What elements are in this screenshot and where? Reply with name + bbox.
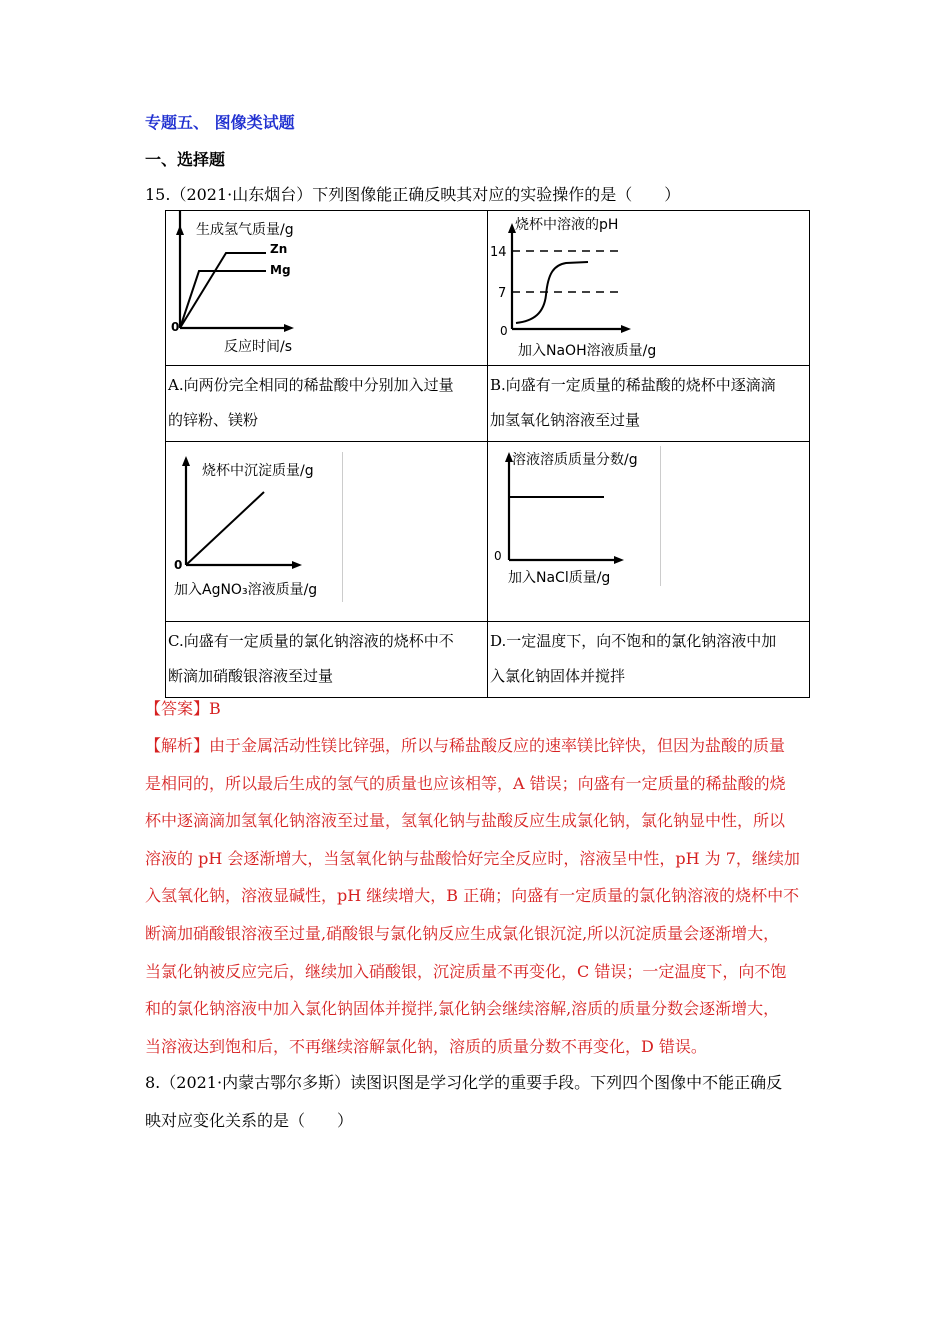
image-edge: [342, 452, 343, 602]
chart-b-tick-14: 14: [490, 245, 507, 260]
chart-b-ylabel: 烧杯中溶液的pH: [515, 217, 619, 233]
chart-b-origin: 0: [500, 324, 508, 338]
chart-a-series-zn: Zn: [270, 242, 288, 256]
question-15-stem: 15.（2021·山东烟台）下列图像能正确反映其对应的实验操作的是（ ）: [145, 185, 681, 204]
options-table: [165, 210, 810, 698]
chart-a-xlabel: 反应时间/s: [224, 339, 293, 355]
x-arrow: [614, 556, 624, 564]
analysis-line: 是相同的，所以最后生成的氢气的质量也应该相等，A 错误；向盛有一定质量的稀盐酸的烧: [145, 773, 786, 793]
chart-b-xlabel: 加入NaOH溶液质量/g: [518, 343, 657, 359]
question-8-line: 映对应变化关系的是（ ）: [145, 1110, 354, 1130]
analysis-line: 【解析】由于金属活动性镁比锌强，所以与稀盐酸反应的速率镁比锌快，但因为盐酸的质量: [145, 736, 786, 755]
caption-b-line1: B.向盛有一定质量的稀盐酸的烧杯中逐滴滴: [490, 376, 776, 394]
chart-a-series-mg: Mg: [270, 263, 291, 277]
series-mg-line: [180, 271, 266, 328]
caption-a-line2: 的锌粉、镁粉: [168, 411, 259, 429]
y-arrow: [176, 225, 184, 235]
blank-area: [678, 211, 809, 361]
caption-c-line2: 断滴加硝酸银溶液至过量: [168, 667, 334, 685]
analysis: [145, 727, 825, 1065]
chart-c: [166, 442, 487, 617]
analysis-line: 溶液的 pH 会逐渐增大，当氢氧化钠与盐酸恰好完全反应时，溶液呈中性，pH 为 7，继续加: [145, 848, 800, 868]
caption-c: [166, 622, 488, 698]
analysis-line: 当氯化钠被反应完后，继续加入硝酸银，沉淀质量不再变化，C 错误；一定温度下，向不饱: [145, 961, 787, 981]
chart-a-origin: 0: [171, 320, 180, 334]
analysis-line: 和的氯化钠溶液中加入氯化钠固体并搅拌,氯化钠会继续溶解,溶质的质量分数会逐渐增大，: [145, 999, 780, 1019]
chart-cell-d: [488, 442, 810, 622]
caption-b-line2: 加氢氧化钠溶液至过量: [490, 411, 641, 429]
chart-a: [166, 211, 487, 361]
caption-d-line2: 入氯化钠固体并搅拌: [490, 667, 626, 685]
caption-a: [166, 366, 488, 442]
image-edge: [660, 446, 661, 586]
x-arrow: [292, 561, 302, 569]
x-arrow: [284, 324, 294, 332]
question-8-line: 8.（2021·内蒙古鄂尔多斯）读图识图是学习化学的重要手段。下列四个图像中不能正确反: [145, 1073, 783, 1092]
question-8: [145, 1064, 825, 1139]
chart-c-ylabel: 烧杯中沉淀质量/g: [202, 463, 314, 479]
topic-title: 专题五、 图像类试题: [145, 113, 295, 132]
x-arrow: [621, 325, 631, 333]
chart-c-xlabel: 加入AgNO₃溶液质量/g: [174, 582, 318, 598]
caption-d-line1: D.一定温度下，向不饱和的氯化钠溶液中加: [490, 632, 777, 650]
caption-c-line1: C.向盛有一定质量的氯化钠溶液的烧杯中不: [168, 632, 454, 650]
chart-d: [488, 442, 809, 617]
caption-d: [488, 622, 810, 698]
analysis-line: 断滴加硝酸银溶液至过量,硝酸银与氯化钠反应生成氯化银沉淀,所以沉淀质量会逐渐增大，: [145, 923, 780, 943]
chart-d-origin: 0: [494, 549, 502, 563]
chart-d-ylabel: 溶液溶质质量分数/g: [512, 452, 638, 468]
chart-c-origin: 0: [174, 558, 183, 572]
chart-b: [488, 211, 809, 361]
chart-d-xlabel: 加入NaCl质量/g: [508, 570, 611, 586]
y-arrow: [182, 456, 190, 466]
chart-cell-c: [166, 442, 488, 622]
section-heading: 一、选择题: [145, 150, 226, 169]
caption-a-line1: A.向两份完全相同的稀盐酸中分别加入过量: [168, 376, 454, 394]
chart-a-ylabel: 生成氢气质量/g: [196, 222, 294, 238]
analysis-line: 杯中逐滴滴加氢氧化钠溶液至过量，氢氧化钠与盐酸反应生成氯化钠，氯化钠显中性，所以: [145, 811, 786, 831]
analysis-line: 入氢氧化钠，溶液显碱性，pH 继续增大，B 正确；向盛有一定质量的氯化钠溶液的烧杯中不: [145, 886, 800, 906]
chart-b-tick-7: 7: [498, 286, 507, 301]
chart-cell-b: [488, 211, 810, 366]
chart-cell-a: [166, 211, 488, 366]
caption-b: [488, 366, 810, 442]
precipitate-line: [186, 492, 264, 565]
analysis-line: 当溶液达到饱和后，不再继续溶解氯化钠，溶质的质量分数不再变化，D 错误。: [145, 1036, 707, 1056]
answer: 【答案】B: [145, 699, 221, 718]
